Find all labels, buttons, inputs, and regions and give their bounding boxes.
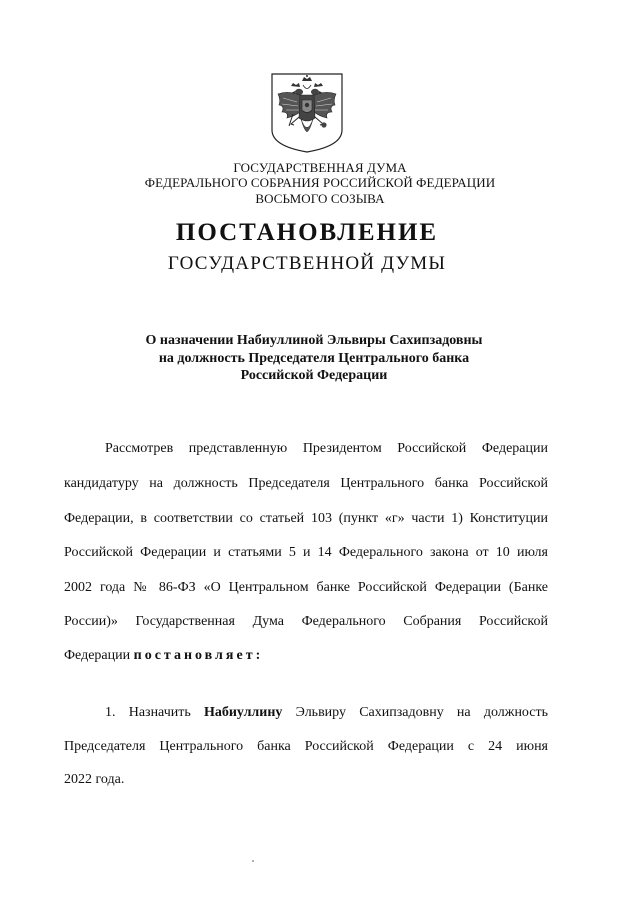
subject-line-1: О назначении Набиуллиной Эльвиры Сахипзадовны [145,333,483,348]
item-number-text: 1. Назначить [105,705,191,720]
appointee-surname: Набиуллину [203,705,283,720]
paragraph-2-line-1-end: Эльвиру Сахипзадовну на должность [295,705,548,720]
subject-line-2: на должность Председателя Центрального банка [158,351,470,366]
paragraph-2-line-2: Председателя Центрального банка Российской Федерации с 24 июня [64,739,548,754]
header-line-3: ВОСЬМОГО СОЗЫВА [255,191,385,206]
paragraph-1-line-1: Рассмотрев представленную Президентом Российской Федерации [105,441,548,456]
paragraph-2-line-1 [105,705,548,721]
scan-speck [252,860,254,862]
paragraph-1-line-6: России)» Государственная Дума Федерального Собрания Российской [64,614,548,629]
coat-of-arms-icon [269,72,345,154]
document-title: ПОСТАНОВЛЕНИЕ [175,219,439,246]
subject-line-3: Российской Федерации [240,368,388,383]
document-subtitle: ГОСУДАРСТВЕННОЙ ДУМЫ [167,253,447,274]
decree-verb: постановляет: [133,648,264,663]
paragraph-1-line-2: кандидатуру на должность Председателя Центрального банка Российской [64,476,548,491]
header-line-1: ГОСУДАРСТВЕННАЯ ДУМА [233,160,407,175]
paragraph-1-line-4: Российской Федерации и статьями 5 и 14 Федерального закона от 10 июля [64,545,548,560]
paragraph-2-line-3: 2022 года. [64,772,125,787]
paragraph-1-line-3: Федерации, в соответствии со статьей 103 (пункт «г» части 1) Конституции [64,511,548,526]
header-line-2: ФЕДЕРАЛЬНОГО СОБРАНИЯ РОССИЙСКОЙ ФЕДЕРАЦИИ [144,175,496,190]
paragraph-1-line-7 [64,648,548,664]
paragraph-1-line-5: 2002 года № 86-ФЗ «О Центральном банке Российской Федерации (Банке [64,580,548,595]
paragraph-1-line-7-text: Федерации [64,648,131,663]
